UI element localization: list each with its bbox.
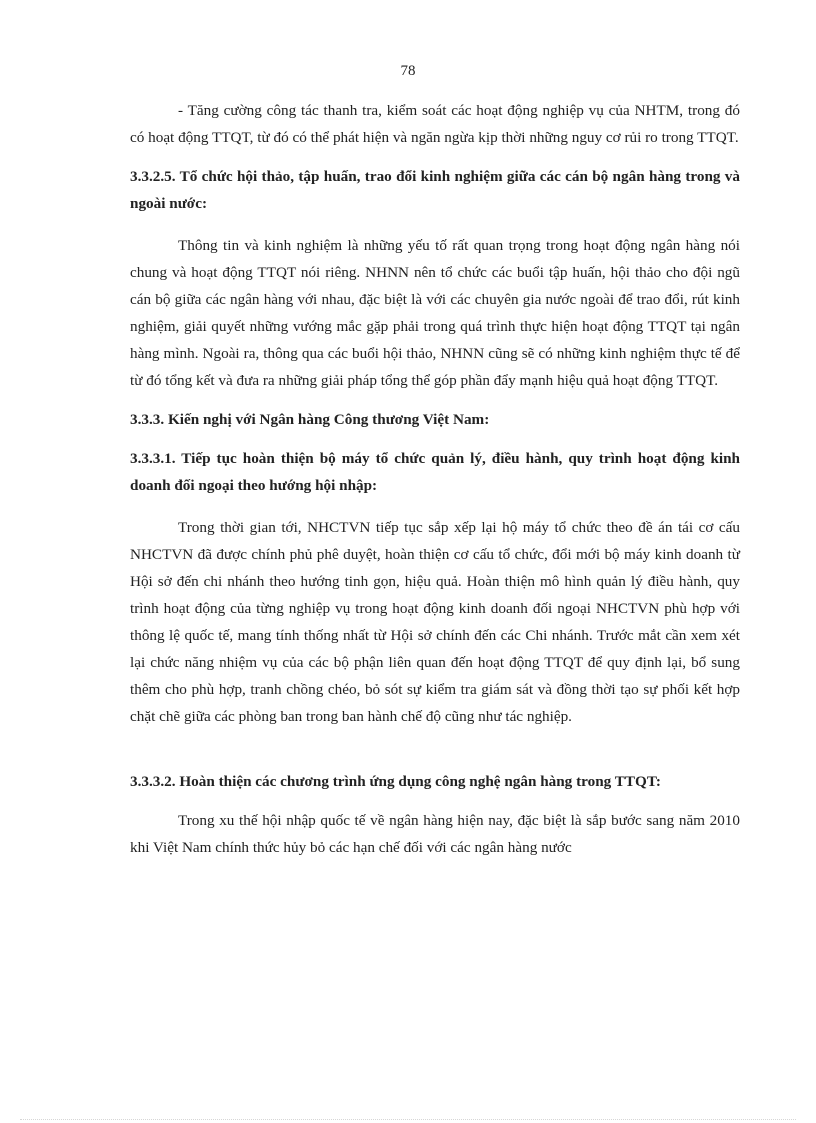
footer-divider — [20, 1119, 796, 1120]
paragraph-restructuring: Trong thời gian tới, NHCTVN tiếp tục sắp xếp lại hộ máy tổ chức theo đề án tái cơ cấu NHCTVN đã được chính phủ phê duyệt, hoàn thiện cơ cấu tổ chức, đổi mới bộ máy kinh doanh từ Hội sở đến chi nhánh theo hướng tinh gọn, hiệu quả. Hoàn thiện mô hình quản lý điều hành, quy trình hoạt động của từng nghiệp vụ trong hoạt động kinh doanh đối ngoại NHCTVN phù hợp với thông lệ quốc tế, mang tính thống nhất từ Hội sở chính đến các Chi nhánh. Trước mắt cần xem xét lại chức năng nhiệm vụ của các bộ phận liên quan đến hoạt động TTQT để quy định lại, bổ sung thêm cho phù hợp, tranh chồng chéo, bỏ sót sự kiểm tra giám sát và đồng thời tạo sự phối kết hợp chặt chẽ giữa các phòng ban trong ban hành chế độ cũng như tác nghiệp. — [130, 519, 740, 725]
heading-3-3-3: 3.3.3. Kiến nghị với Ngân hàng Công thương Việt Nam: — [130, 411, 490, 428]
paragraph-integration: Trong xu thế hội nhập quốc tế về ngân hàng hiện nay, đặc biệt là sắp bước sang năm 2010 khi Việt Nam chính thức hủy bỏ các hạn chế đối với các ngân hàng nước — [130, 812, 740, 856]
heading-3-3-3-1: 3.3.3.1. Tiếp tục hoàn thiện bộ máy tổ chức quản lý, điều hành, quy trình hoạt động kinh doanh đối ngoại theo hướng hội nhập: — [130, 450, 740, 494]
document-body — [130, 97, 740, 861]
paragraph-information-experience: Thông tin và kinh nghiệm là những yếu tố rất quan trọng trong hoạt động ngân hàng nói chung và hoạt động TTQT nói riêng. NHNN nên tổ chức các buổi tập huấn, hội thảo cho đội ngũ cán bộ giữa các ngân hàng với nhau, đặc biệt là với các chuyên gia nước ngoài để trao đổi, rút kinh nghiệm, giải quyết những vướng mắc gặp phải trong quá trình thực hiện hoạt động TTQT tại ngân hàng mình. Ngoài ra, thông qua các buổi hội thảo, NHNN cũng sẽ có những kinh nghiệm thực tế để từ đó tổng kết và đưa ra những giải pháp tổng thể góp phần đẩy mạnh hiệu quả hoạt động TTQT. — [130, 237, 740, 389]
heading-3-3-2-5: 3.3.2.5. Tổ chức hội thảo, tập huấn, trao đổi kinh nghiệm giữa các cán bộ ngân hàng trong và ngoài nước: — [130, 168, 740, 212]
paragraph-inspection: - Tăng cường công tác thanh tra, kiểm soát các hoạt động nghiệp vụ của NHTM, trong đó có hoạt động TTQT, từ đó có thể phát hiện và ngăn ngừa kịp thời những nguy cơ rủi ro trong TTQT. — [130, 102, 740, 146]
heading-3-3-3-2: 3.3.3.2. Hoàn thiện các chương trình ứng dụng công nghệ ngân hàng trong TTQT: — [130, 773, 661, 790]
page-number: 78 — [400, 63, 416, 79]
